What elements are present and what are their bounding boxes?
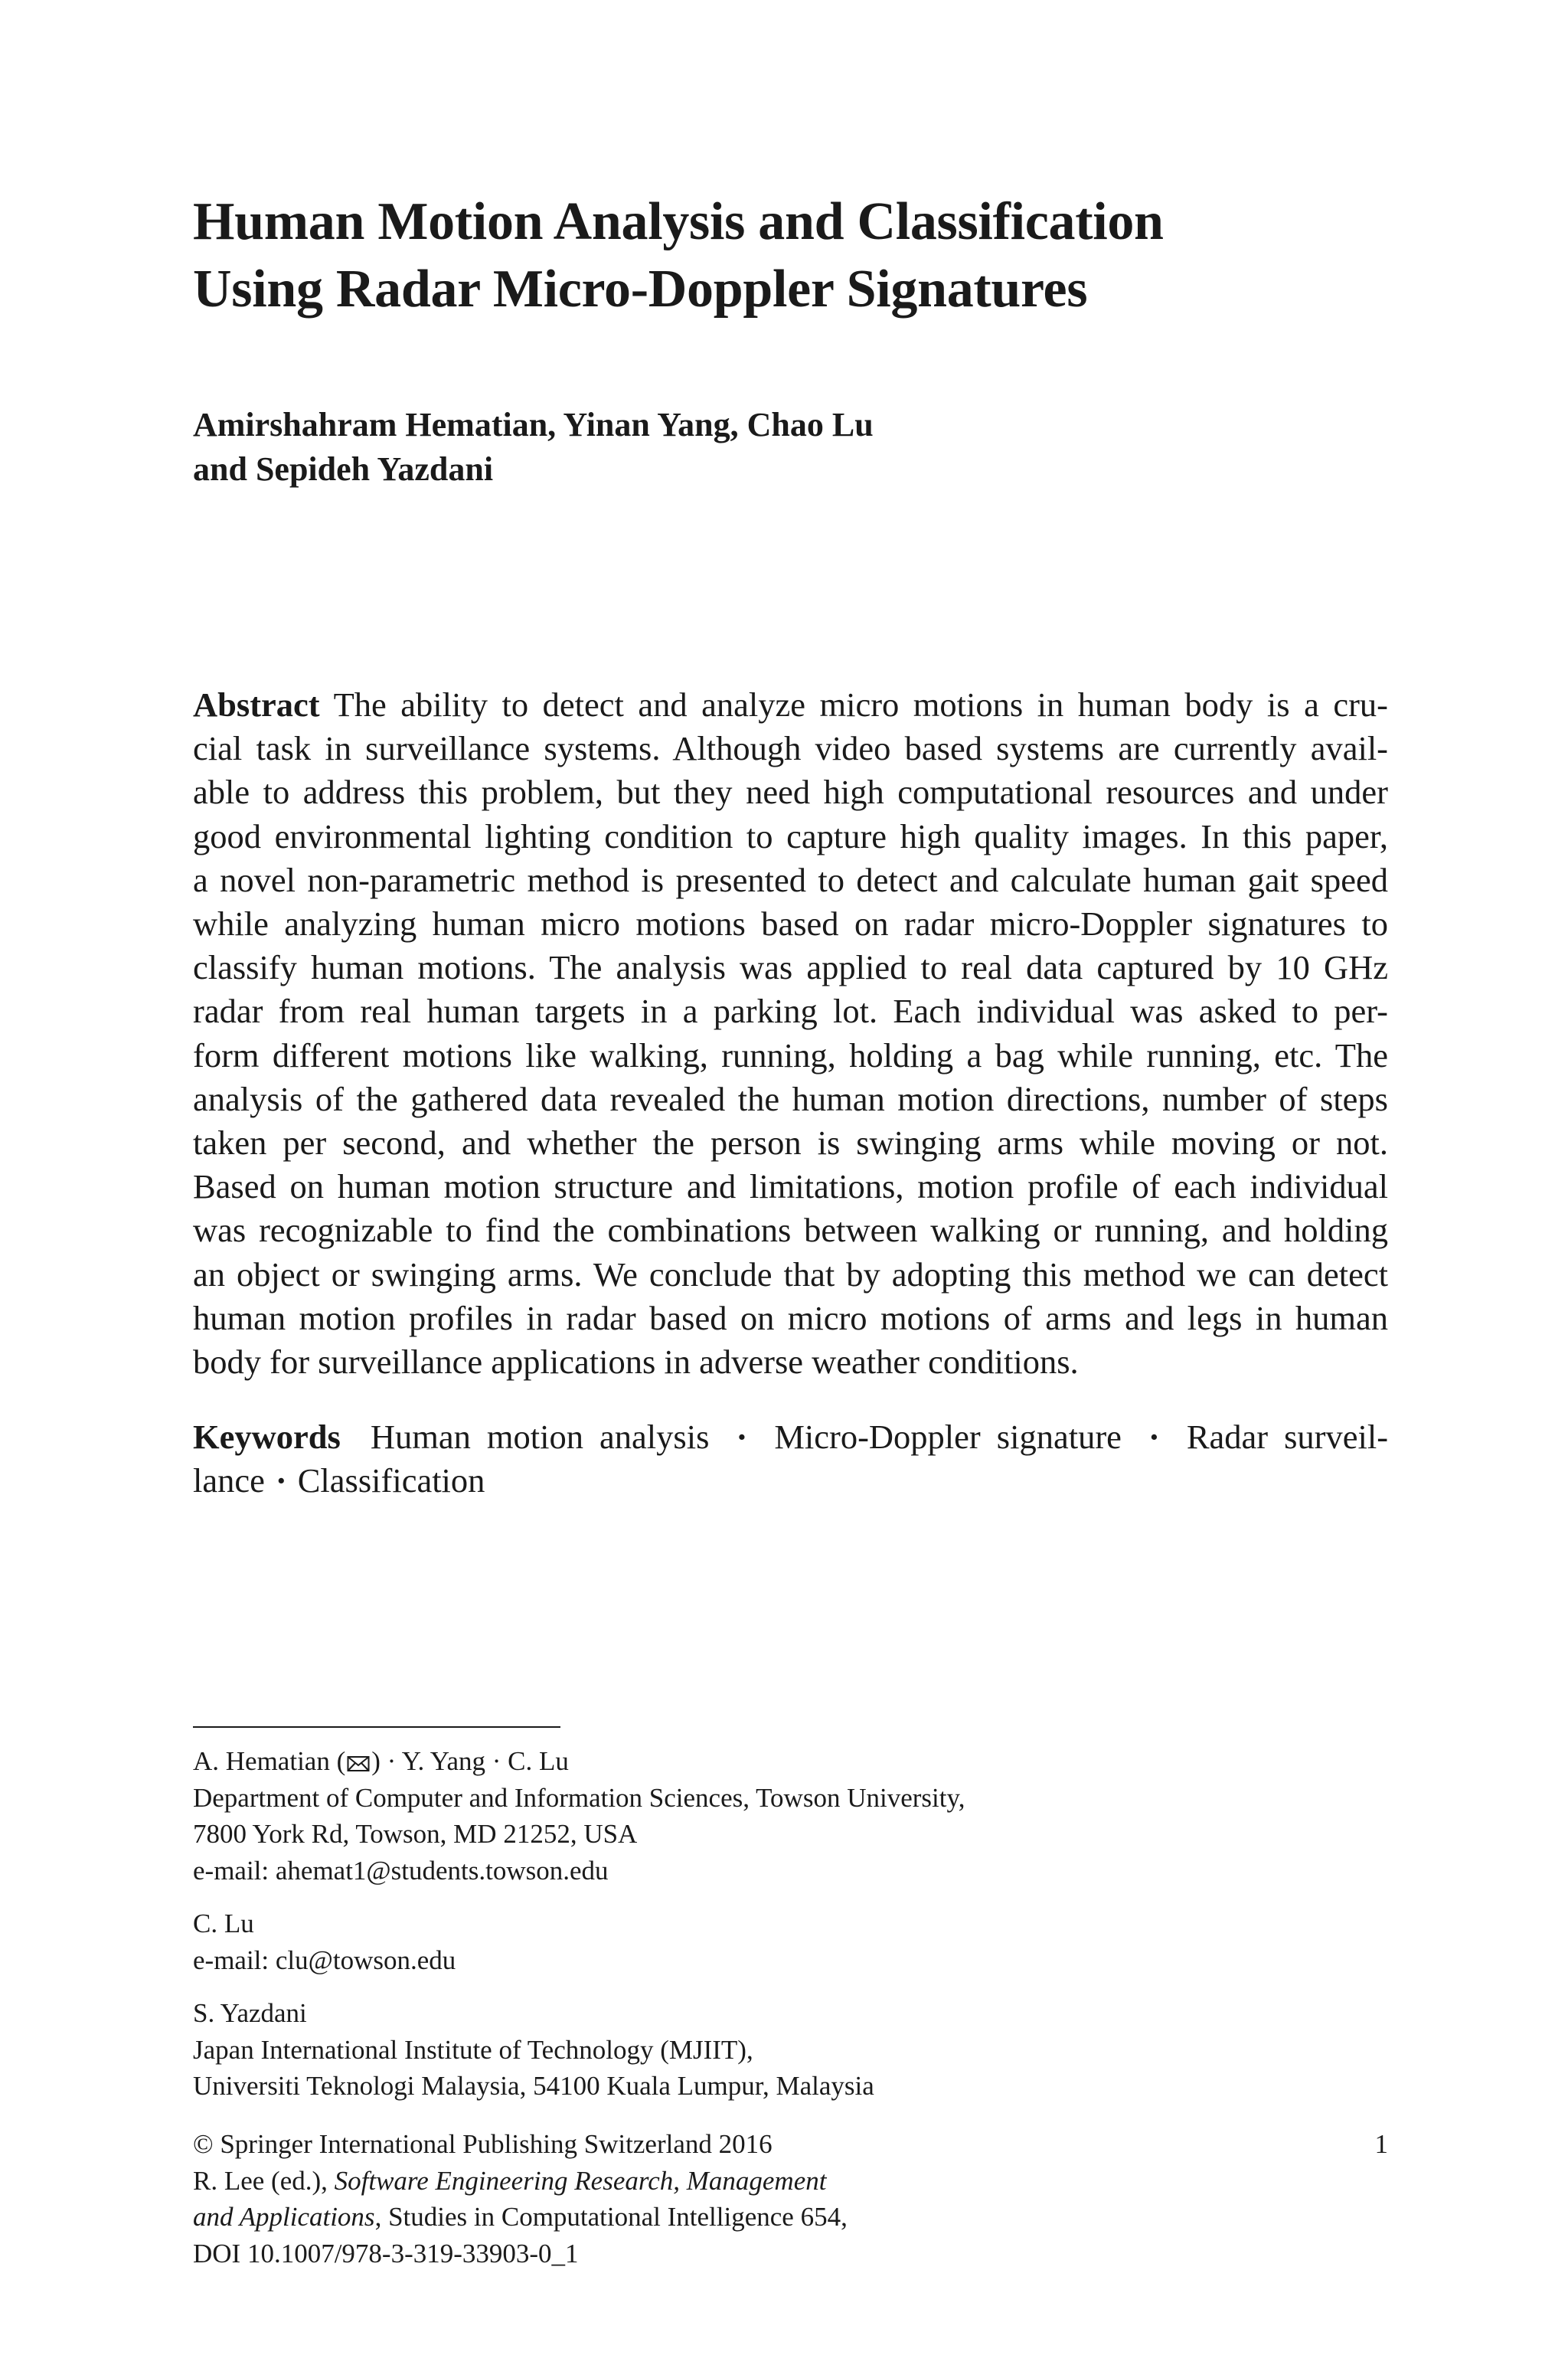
title-line-1: Human Motion Analysis and Classification — [193, 192, 1164, 251]
affiliation-name: C. Lu — [193, 1909, 254, 1938]
authors-line-1: Amirshahram Hematian, Yinan Yang, Chao Lu — [193, 406, 874, 443]
keyword: lance — [193, 1461, 265, 1500]
keyword-separator: · — [736, 1418, 748, 1456]
affiliation-names: A. Hematian ( ) · Y. Yang · C. Lu — [193, 1746, 569, 1776]
abstract-line: classify human motions. The analysis was applied to real data captured by 10 GHz — [193, 948, 1388, 987]
affiliation-email[interactable]: e-mail: ahemat1@students.towson.edu — [193, 1855, 609, 1886]
abstract-line: Abstract The ability to detect and analyze micro motions in human body is a cru- — [193, 685, 1388, 724]
affiliation-email[interactable]: e-mail: clu@towson.edu — [193, 1945, 456, 1975]
paper-title — [193, 188, 1418, 323]
authors-line-2: and Sepideh Yazdani — [193, 450, 494, 488]
affiliation-address: Universiti Teknologi Malaysia, 54100 Kuala Lumpur, Malaysia — [193, 2071, 874, 2101]
abstract-line: cial task in surveillance systems. Although video based systems are currently avail- — [193, 729, 1388, 768]
doi-line[interactable]: DOI 10.1007/978-3-319-33903-0_1 — [193, 2238, 579, 2268]
page-number: 1 — [1374, 2129, 1388, 2159]
abstract-line: good environmental lighting condition to capture high quality images. In this paper, — [193, 816, 1388, 855]
book-title: Software Engineering Research, Management — [334, 2165, 827, 2196]
envelope-icon — [347, 1755, 370, 1772]
publication-info — [193, 2126, 1388, 2272]
author-list — [193, 403, 1418, 492]
keyword-separator: · — [275, 1461, 287, 1500]
affiliation-address: 7800 York Rd, Towson, MD 21252, USA — [193, 1819, 638, 1849]
abstract-line: able to address this problem, but they need high computational resources and under — [193, 773, 1388, 812]
book-line-1: R. Lee (ed.), Software Engineering Research, Management — [193, 2165, 827, 2196]
affiliation-institute: Japan International Institute of Technology (MJIIT), — [193, 2034, 753, 2065]
abstract-line: form different motions like walking, running, holding a bag while running, etc. The — [193, 1035, 1388, 1075]
spacer — [193, 1978, 1388, 1995]
keyword-separator: · — [1148, 1418, 1160, 1456]
keywords-line-2 — [193, 1459, 1388, 1503]
abstract-heading: Abstract — [193, 685, 320, 724]
abstract-line: body for surveillance applications in adverse weather conditions. — [193, 1343, 1079, 1382]
affiliation-department: Department of Computer and Information Sciences, Towson University, — [193, 1782, 965, 1813]
keywords-heading: Keywords — [193, 1418, 341, 1456]
spacer — [193, 1889, 1388, 1905]
abstract-line: Based on human motion structure and limitations, motion profile of each individual — [193, 1167, 1388, 1206]
keyword: Human motion analysis — [370, 1418, 710, 1456]
book-line-2: and Applications, Studies in Computational Intelligence 654, — [193, 2202, 848, 2232]
book-title: and Applications — [193, 2202, 375, 2232]
abstract-line: was recognizable to find the combinations between walking or running, and holding — [193, 1211, 1388, 1250]
keyword: Radar surveil- — [1186, 1418, 1389, 1456]
keywords — [193, 1415, 1388, 1503]
keyword: Micro-Doppler signature — [774, 1418, 1122, 1456]
footnote-rule — [193, 1726, 560, 1728]
title-line-2: Using Radar Micro-Doppler Signatures — [193, 260, 1088, 319]
abstract-line: radar from real human targets in a parking lot. Each individual was asked to per- — [193, 992, 1388, 1031]
affiliation-name: S. Yazdani — [193, 1998, 307, 2028]
abstract-line: a novel non-parametric method is presented to detect and calculate human gait speed — [193, 860, 1388, 899]
copyright-line: © Springer International Publishing Switzerland 2016 — [193, 2129, 773, 2159]
keyword: Classification — [297, 1461, 485, 1500]
abstract-line: an object or swinging arms. We conclude that by adopting this method we can detect — [193, 1254, 1388, 1294]
abstract-line: while analyzing human micro motions based on radar micro-Doppler signatures to — [193, 904, 1388, 944]
keywords-line-1 — [193, 1415, 1388, 1459]
abstract-line: human motion profiles in radar based on micro motions of arms and legs in human — [193, 1298, 1388, 1337]
abstract-line: analysis of the gathered data revealed the human motion directions, number of steps — [193, 1079, 1388, 1118]
abstract — [193, 683, 1388, 1384]
abstract-line: taken per second, and whether the person is swinging arms while moving or not. — [193, 1124, 1388, 1163]
author-affiliations — [193, 1743, 1388, 2105]
